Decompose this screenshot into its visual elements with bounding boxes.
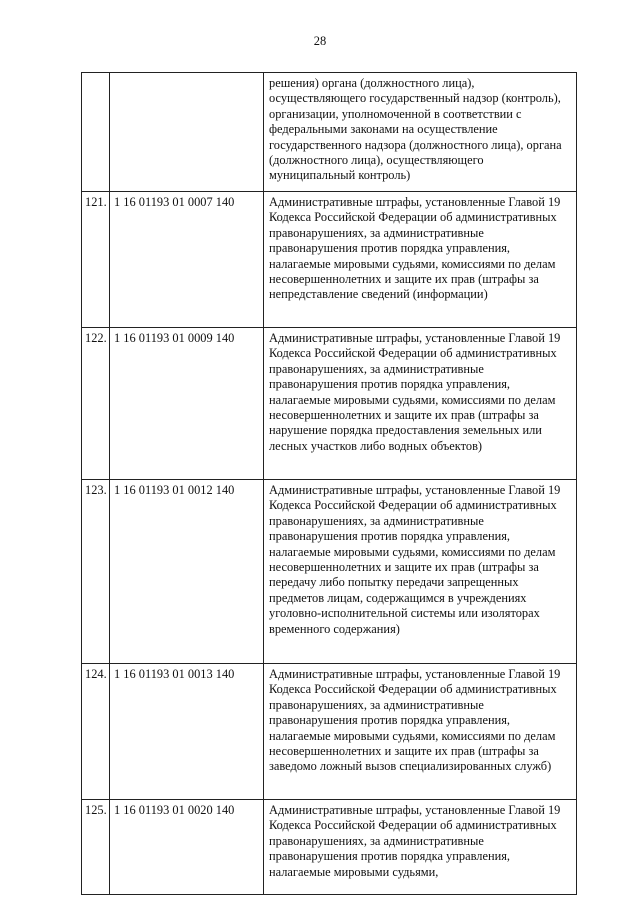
description-cell: решения) органа (должностного лица), осуществляющего государственный надзор (контроль), организации, уполномоченной в соответствии с федеральными законами на осуществление государственного надзора (должностного лица), органа (должностного лица), осуществляющего муниципальный контроль)	[264, 73, 577, 192]
table-row	[82, 800, 577, 895]
table-row	[82, 480, 577, 664]
row-number-cell: 124.	[82, 664, 110, 800]
description-cell: Административные штрафы, установленные Главой 19 Кодекса Российской Федерации об административных правонарушениях, за административные правонарушения против порядка управления, налагаемые мировыми судьями, комиссиями по делам несовершеннолетних и защите их прав (штрафы за заведомо ложный вызов специализированных служб)	[264, 664, 577, 800]
budget-classification-table	[81, 72, 577, 895]
budget-code-cell: 1 16 01193 01 0007 140	[110, 192, 264, 328]
row-number-cell	[82, 73, 110, 192]
budget-code-cell: 1 16 01193 01 0009 140	[110, 328, 264, 480]
page-number: 28	[313, 34, 327, 48]
budget-code-cell	[110, 73, 264, 192]
description-cell: Административные штрафы, установленные Главой 19 Кодекса Российской Федерации об административных правонарушениях, за административные правонарушения против порядка управления, налагаемые мировыми судьями, комиссиями по делам несовершеннолетних и защите их прав (штрафы за нарушение порядка предоставления земельных или лесных участков либо водных объектов)	[264, 328, 577, 480]
table-row	[82, 328, 577, 480]
row-number-cell: 123.	[82, 480, 110, 664]
row-number-cell: 125.	[82, 800, 110, 895]
table-row-continuation	[82, 73, 577, 192]
description-cell: Административные штрафы, установленные Главой 19 Кодекса Российской Федерации об административных правонарушениях, за административные правонарушения против порядка управления, налагаемые мировыми судьями, комиссиями по делам несовершеннолетних и защите их прав (штрафы за непредставление сведений (информации)	[264, 192, 577, 328]
table-row	[82, 664, 577, 800]
description-cell: Административные штрафы, установленные Главой 19 Кодекса Российской Федерации об административных правонарушениях, за административные правонарушения против порядка управления, налагаемые мировыми судьями,	[264, 800, 577, 895]
row-number-cell: 122.	[82, 328, 110, 480]
description-cell: Административные штрафы, установленные Главой 19 Кодекса Российской Федерации об административных правонарушениях, за административные правонарушения против порядка управления, налагаемые мировыми судьями, комиссиями по делам несовершеннолетних и защите их прав (штрафы за передачу либо попытку передачи запрещенных предметов лицам, содержащимся в учреждениях уголовно-исполнительной системы или изоляторах временного содержания)	[264, 480, 577, 664]
budget-code-cell: 1 16 01193 01 0012 140	[110, 480, 264, 664]
budget-code-cell: 1 16 01193 01 0013 140	[110, 664, 264, 800]
budget-code-cell: 1 16 01193 01 0020 140	[110, 800, 264, 895]
table-row	[82, 192, 577, 328]
row-number-cell: 121.	[82, 192, 110, 328]
